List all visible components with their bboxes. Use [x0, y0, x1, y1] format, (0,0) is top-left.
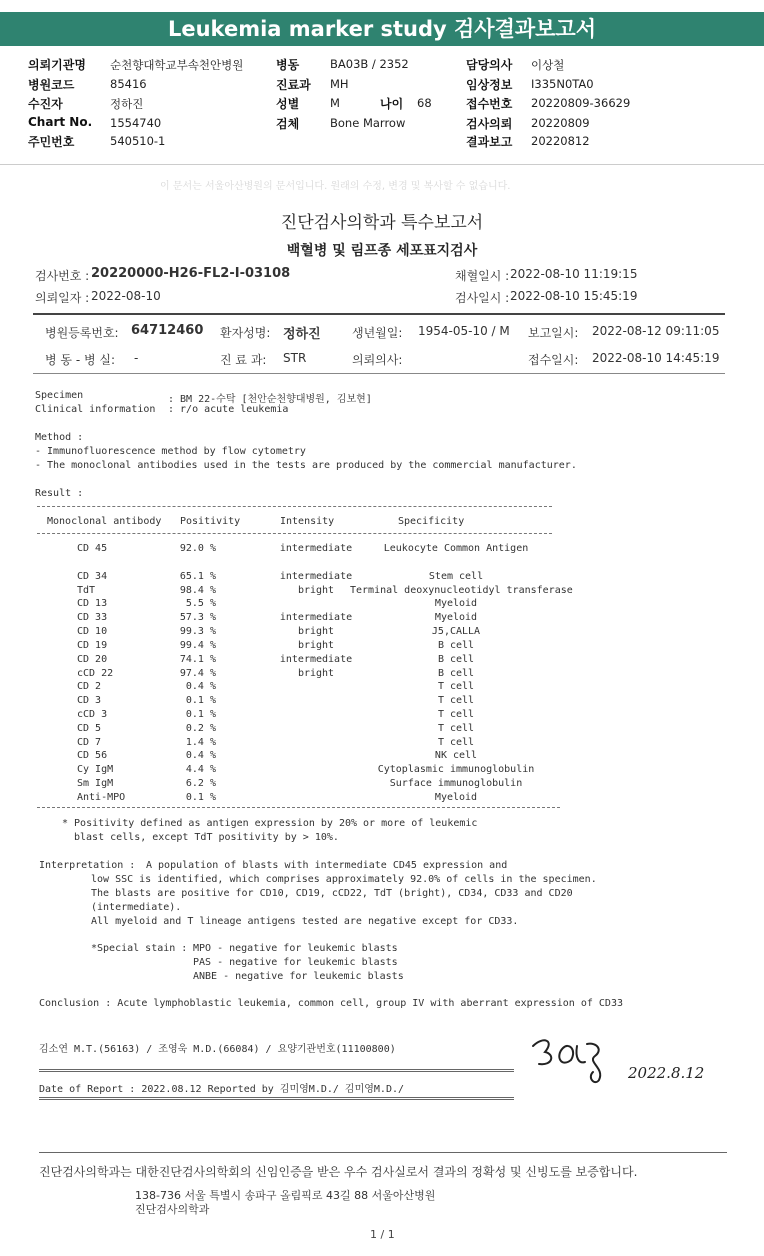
department-name: 진단검사의학과 — [135, 1203, 210, 1216]
positivity-value: 0.1 % — [185, 709, 216, 720]
conclusion: Conclusion : Acute lymphoblastic leukemia, common cell, group IV with aberrant expression of CD33 — [39, 998, 623, 1009]
report-title: 진단검사의학과 특수보고서 — [280, 213, 484, 233]
specificity-value: Surface immunoglobulin — [389, 778, 523, 789]
patient-info-label: 병원코드 — [28, 78, 75, 92]
clinical: : r/o acute leukemia — [168, 404, 289, 415]
specificity-value: T cell — [437, 737, 475, 748]
dept: STR — [283, 351, 307, 365]
column-header-positivity: Positivity — [180, 516, 241, 527]
patient-info-label: 의뢰기관명 — [28, 58, 86, 72]
column-header-intensity: Intensity — [280, 516, 335, 527]
dob-label: 생년월일: — [352, 326, 403, 340]
age-label: 나이 — [380, 97, 404, 111]
request-date: 2022-08-10 — [91, 289, 161, 303]
intensity-value: intermediate — [279, 612, 353, 623]
patient-info-label: 성별 — [276, 97, 300, 111]
patient-info-label: 주민번호 — [28, 135, 75, 149]
specificity-value: T cell — [437, 695, 475, 706]
patient-info-label: 임상정보 — [466, 78, 513, 92]
signers: 김소연 M.T.(56163) / 조영욱 M.D.(66084) / 요양기관번호(11100800) — [39, 1044, 396, 1055]
antibody-name: CD 34 — [77, 571, 108, 582]
reg-no-label: 병원등록번호: — [45, 326, 119, 340]
positivity-value: 74.1 % — [179, 654, 216, 665]
positivity-value: 6.2 % — [185, 778, 216, 789]
positivity-value: 97.4 % — [179, 668, 216, 679]
antibody-name: CD 56 — [77, 750, 108, 761]
positivity-value: 1.4 % — [185, 737, 216, 748]
antibody-name: CD 19 — [77, 640, 108, 651]
exam-no-label: 검사번호 : — [35, 269, 90, 283]
doctor-label: 의뢰의사: — [352, 353, 403, 367]
page-number: 1 / 1 — [370, 1228, 395, 1241]
report-subtitle: 백혈병 및 림프종 세포표지검사 — [286, 243, 478, 259]
antibody-name: CD 5 — [77, 723, 102, 734]
date-of-report: Date of Report : 2022.08.12 Reported by 김미영M.D./ 김미영M.D./ — [39, 1084, 405, 1095]
divider — [33, 313, 725, 315]
patient-info-value: 20220812 — [531, 134, 590, 148]
intensity-value: bright — [297, 626, 335, 637]
specificity-value: T cell — [437, 709, 475, 720]
patient-info-value: MH — [330, 77, 349, 91]
test-label: 검사일시 : — [455, 291, 510, 305]
antibody-name: CD 10 — [77, 626, 108, 637]
patient-info-label: Chart No. — [28, 115, 93, 129]
handwritten-signature — [525, 1028, 615, 1088]
patient-info-value: I335N0TA0 — [531, 77, 594, 91]
signature-date: 2022.8.12 — [628, 1064, 705, 1082]
footnote: * Positivity defined as antigen expression by 20% or more of leukemic — [62, 818, 478, 829]
specimen: : BM 22-수탁 [천안순천향대병원, 김보현] — [168, 394, 372, 405]
specificity-value: B cell — [437, 654, 475, 665]
specificity-value: Cytoplasmic immunoglobulin — [377, 764, 535, 775]
patient-info-value: 20220809 — [531, 116, 590, 130]
patient-info-value: 85416 — [110, 77, 147, 91]
divider — [0, 164, 764, 165]
patient-info-label: 수진자 — [28, 97, 63, 111]
faded-notice: 이 문서는 서울아산병원의 문서입니다. 원래의 수정, 변경 및 복사할 수 없습니다. — [160, 181, 511, 192]
specificity-value: J5,CALLA — [431, 626, 481, 637]
dept-label: 진 료 과: — [220, 353, 267, 367]
name-label: 환자성명: — [220, 326, 271, 340]
specificity-value: Stem cell — [428, 571, 484, 582]
patient-info-label: 결과보고 — [466, 135, 513, 149]
antibody-name: CD 20 — [77, 654, 108, 665]
positivity-value: 99.4 % — [179, 640, 216, 651]
specificity-value: B cell — [437, 668, 475, 679]
divider — [39, 1152, 727, 1153]
antibody-name: CD 45 — [77, 543, 108, 554]
interpretation-line: The blasts are positive for CD10, CD19, cCD22, TdT (bright), CD34, CD33 and CD20 — [91, 888, 573, 899]
interpretation-label: Interpretation : — [39, 860, 136, 871]
patient-name: 정하진 — [283, 327, 321, 342]
patient-info-value: 정하진 — [110, 97, 144, 111]
receive-label: 접수일시: — [528, 353, 579, 367]
antibody-name: CD 2 — [77, 681, 102, 692]
divider — [39, 1097, 514, 1100]
patient-info-value: 순천향대학교부속천안병원 — [110, 58, 244, 72]
antibody-name: Cy IgM — [77, 764, 114, 775]
positivity-value: 0.4 % — [185, 681, 216, 692]
intensity-value: bright — [297, 668, 335, 679]
collect-time: 2022-08-10 11:19:15 — [510, 267, 638, 281]
patient-info-value: 540510-1 — [110, 134, 166, 148]
specificity-value: Myeloid — [434, 792, 478, 803]
antibody-name: CD 7 — [77, 737, 102, 748]
antibody-name: Anti-MPO — [77, 792, 126, 803]
specificity-value: Myeloid — [434, 598, 478, 609]
patient-info-value: BA03B / 2352 — [330, 57, 409, 71]
antibody-name: CD 13 — [77, 598, 108, 609]
report-header-title: Leukemia marker study 검사결과보고서 — [0, 12, 764, 46]
specimen-label: Specimen — [35, 390, 84, 401]
antibody-name: cCD 22 — [77, 668, 114, 679]
certification-text: 진단검사의학과는 대한진단검사의학회의 신임인증을 받은 우수 검사실로서 결과의 정확성 및 신빙도를 보증합니다. — [39, 1165, 638, 1179]
antibody-name: cCD 3 — [77, 709, 108, 720]
positivity-value: 0.2 % — [185, 723, 216, 734]
patient-info-value: Bone Marrow — [330, 116, 406, 130]
intensity-value: bright — [297, 640, 335, 651]
method-line: - The monoclonal antibodies used in the tests are produced by the commercial manufacturer. — [35, 460, 577, 471]
hospital-address: 138-736 서울 특별시 송파구 올림픽로 43길 88 서울아산병원 — [135, 1189, 436, 1202]
special-stain-line: PAS - negative for leukemic blasts — [193, 957, 398, 968]
test-time: 2022-08-10 15:45:19 — [510, 289, 638, 303]
positivity-value: 0.1 % — [185, 792, 216, 803]
patient-info-label: 접수번호 — [466, 97, 513, 111]
specificity-value: T cell — [437, 681, 475, 692]
reg-no: 64712460 — [131, 323, 204, 338]
method-line: - Immunofluorescence method by flow cytometry — [35, 446, 306, 457]
result-label: Result : — [35, 488, 84, 499]
interpretation-line: A population of blasts with intermediate CD45 expression and — [146, 860, 508, 871]
positivity-value: 92.0 % — [179, 543, 216, 554]
column-header-antibody: Monoclonal antibody — [47, 516, 162, 527]
specificity-value: T cell — [437, 723, 475, 734]
interpretation-line: All myeloid and T lineage antigens tested are negative except for CD33. — [91, 916, 519, 927]
report-time-label: 보고일시: — [528, 326, 579, 340]
interpretation-line: (intermediate). — [91, 902, 182, 913]
column-header-specificity: Specificity — [398, 516, 465, 527]
special-stain-line: ANBE - negative for leukemic blasts — [193, 971, 404, 982]
patient-info-label: 검체 — [276, 117, 300, 131]
patient-info-label: 병동 — [276, 58, 300, 72]
positivity-value: 4.4 % — [185, 764, 216, 775]
method-label: Method : — [35, 432, 84, 443]
collect-label: 채혈일시 : — [455, 269, 510, 283]
specificity-value: B cell — [437, 640, 475, 651]
positivity-value: 65.1 % — [179, 571, 216, 582]
patient-info-label: 검사의뢰 — [466, 117, 513, 131]
positivity-value: 5.5 % — [185, 598, 216, 609]
positivity-value: 0.1 % — [185, 695, 216, 706]
antibody-name: Sm IgM — [77, 778, 114, 789]
dob: 1954-05-10 / M — [418, 324, 510, 338]
age-value: 68 — [417, 96, 432, 110]
intensity-value: intermediate — [279, 571, 353, 582]
intensity-value: intermediate — [279, 654, 353, 665]
intensity-value: intermediate — [279, 543, 353, 554]
specificity-value: NK cell — [434, 750, 478, 761]
antibody-name: CD 33 — [77, 612, 108, 623]
interpretation-line: low SSC is identified, which comprises approximately 92.0% of cells in the specimen. — [91, 874, 597, 885]
divider — [39, 1069, 514, 1072]
positivity-value: 57.3 % — [179, 612, 216, 623]
patient-info-value: 1554740 — [110, 116, 162, 130]
positivity-value: 98.4 % — [179, 585, 216, 596]
specificity-value: Myeloid — [434, 612, 478, 623]
positivity-value: 99.3 % — [179, 626, 216, 637]
table-divider — [37, 807, 560, 808]
patient-info-value: 20220809-36629 — [531, 96, 631, 110]
footnote: blast cells, except TdT positivity by > 10%. — [74, 832, 339, 843]
table-divider — [37, 533, 552, 534]
intensity-value: bright — [297, 585, 335, 596]
antibody-name: TdT — [77, 585, 96, 596]
table-divider — [37, 506, 552, 507]
clinical-label: Clinical information — [35, 404, 156, 415]
patient-info-label: 진료과 — [276, 78, 311, 92]
exam-no: 20220000-H26-FL2-I-03108 — [91, 266, 291, 281]
specificity-value: Leukocyte Common Antigen — [383, 543, 529, 554]
ward: - — [134, 351, 139, 365]
specificity-value: Terminal deoxynucleotidyl transferase — [350, 585, 573, 596]
patient-info-label: 담당의사 — [466, 58, 513, 72]
ward-label: 병 동 - 병 실: — [45, 353, 115, 367]
request-label: 의뢰일자 : — [35, 291, 90, 305]
special-stain-line: MPO - negative for leukemic blasts — [193, 943, 398, 954]
special-stain-label: *Special stain : — [91, 943, 188, 954]
positivity-value: 0.4 % — [185, 750, 216, 761]
receive-time: 2022-08-10 14:45:19 — [592, 351, 720, 365]
report-time: 2022-08-12 09:11:05 — [592, 324, 720, 338]
patient-info-value: 이상철 — [531, 58, 565, 72]
divider — [33, 373, 725, 374]
antibody-name: CD 3 — [77, 695, 102, 706]
patient-info-value: M — [330, 96, 340, 110]
